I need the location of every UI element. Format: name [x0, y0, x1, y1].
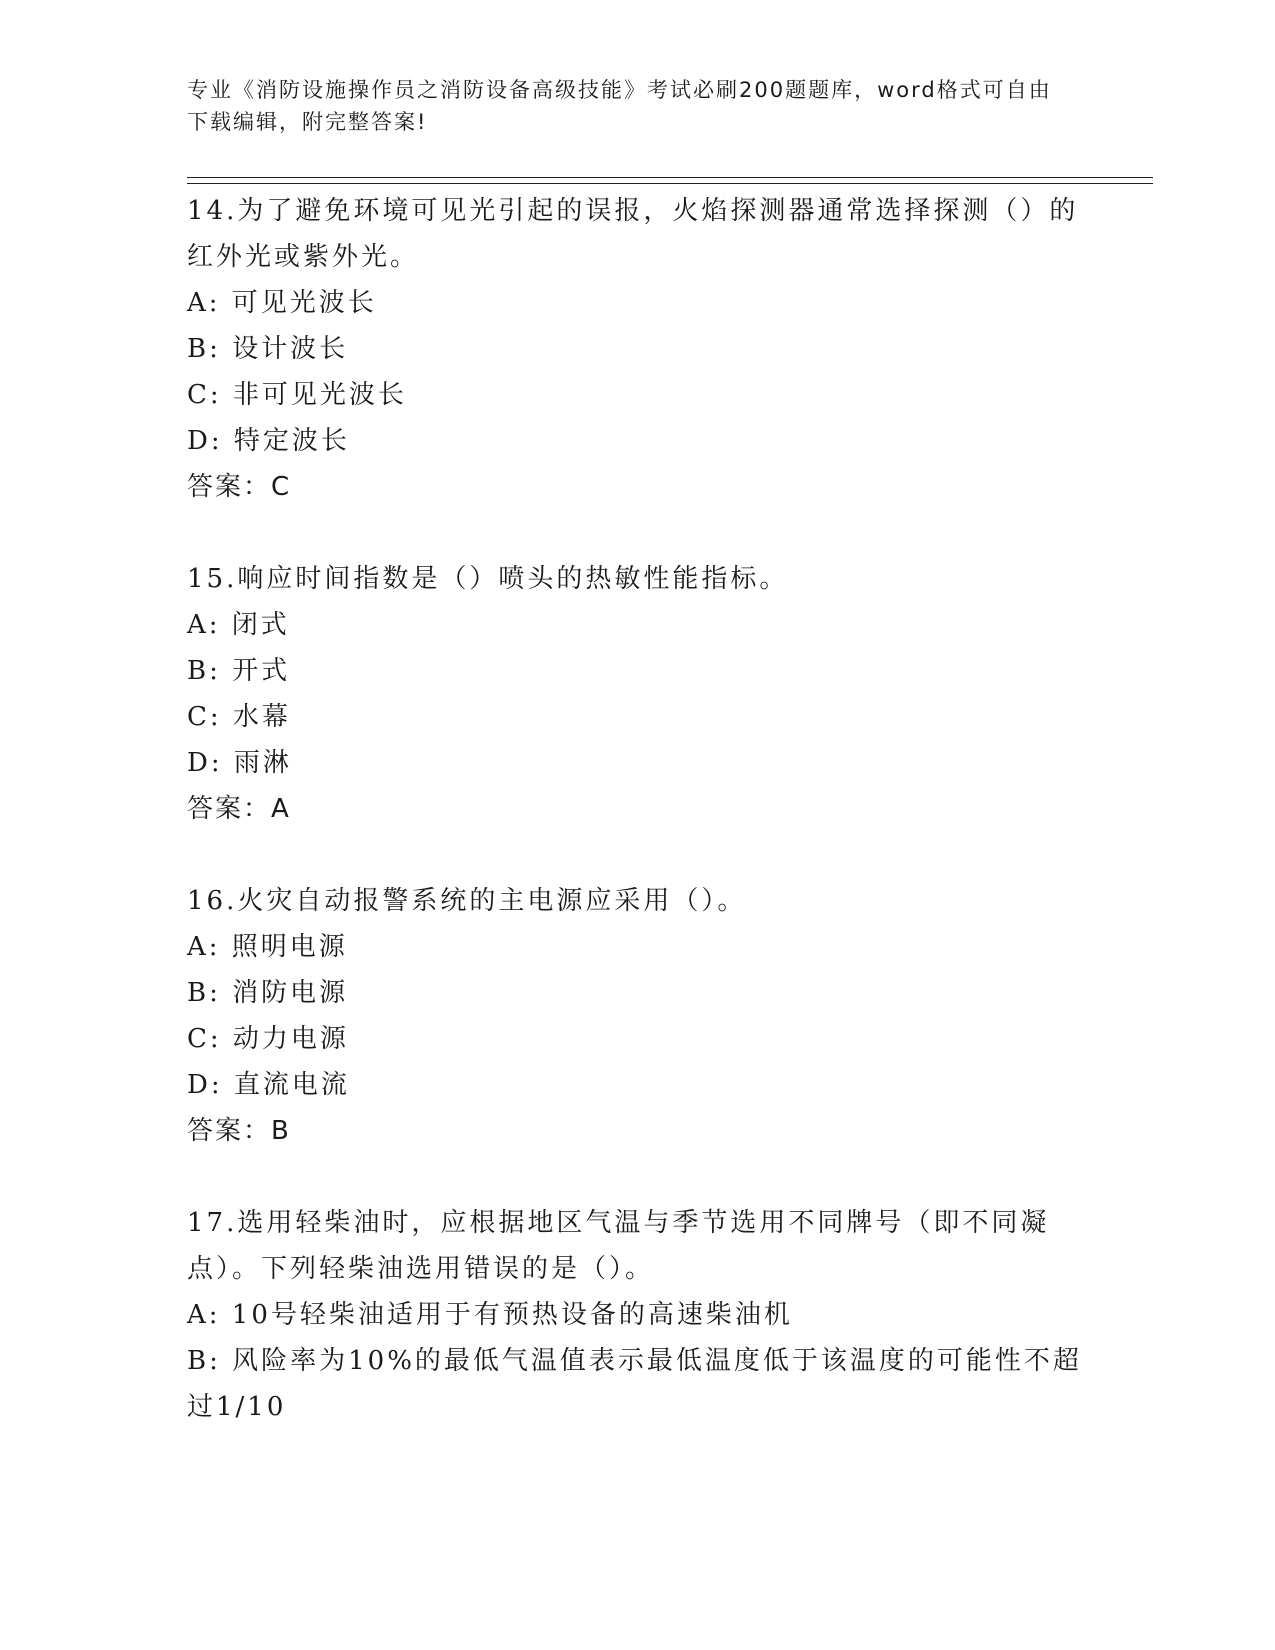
document-header [187, 74, 1067, 138]
question-list [187, 188, 1087, 1430]
option-a: A: 可见光波长 [187, 288, 377, 318]
option-a: A: 照明电源 [187, 932, 348, 962]
question-15 [187, 556, 1087, 832]
option-d: D: 特定波长 [187, 426, 350, 456]
option-b: B: 消防电源 [187, 978, 349, 1008]
option-d: D: 直流电流 [187, 1070, 350, 1100]
question-17 [187, 1200, 1087, 1430]
answer-line: 答案：C [187, 472, 292, 502]
question-spacer [187, 832, 1087, 878]
question-text: 17.选用轻柴油时，应根据地区气温与季节选用不同牌号（即不同凝点）。下列轻柴油选用错误的是（）。 [187, 1208, 1050, 1284]
header-divider-top [187, 177, 1153, 178]
question-spacer [187, 1154, 1087, 1200]
header-divider-bottom [187, 183, 1153, 184]
answer-line: 答案：A [187, 794, 291, 824]
question-spacer [187, 510, 1087, 556]
option-b: B: 设计波长 [187, 334, 349, 364]
question-16 [187, 878, 1087, 1154]
option-c: C: 非可见光波长 [187, 380, 407, 410]
option-c: C: 水幕 [187, 702, 291, 732]
option-b: B: 开式 [187, 656, 291, 686]
header-intro-text: 专业《消防设施操作员之消防设备高级技能》考试必刷200题题库，word格式可自由下载编辑，附完整答案! [187, 78, 1052, 134]
option-c: C: 动力电源 [187, 1024, 349, 1054]
question-text: 15.响应时间指数是（）喷头的热敏性能指标。 [187, 564, 789, 594]
option-b: B: 风险率为10%的最低气温值表示最低温度低于该温度的可能性不超过1/10 [187, 1346, 1082, 1422]
option-a: A: 10号轻柴油适用于有预热设备的高速柴油机 [187, 1300, 793, 1330]
question-14 [187, 188, 1087, 510]
option-a: A: 闭式 [187, 610, 290, 640]
answer-line: 答案：B [187, 1116, 291, 1146]
option-d: D: 雨淋 [187, 748, 292, 778]
question-text: 14.为了避免环境可见光引起的误报，火焰探测器通常选择探测（）的红外光或紫外光。 [187, 196, 1079, 272]
question-text: 16.火灾自动报警系统的主电源应采用（）。 [187, 886, 747, 916]
